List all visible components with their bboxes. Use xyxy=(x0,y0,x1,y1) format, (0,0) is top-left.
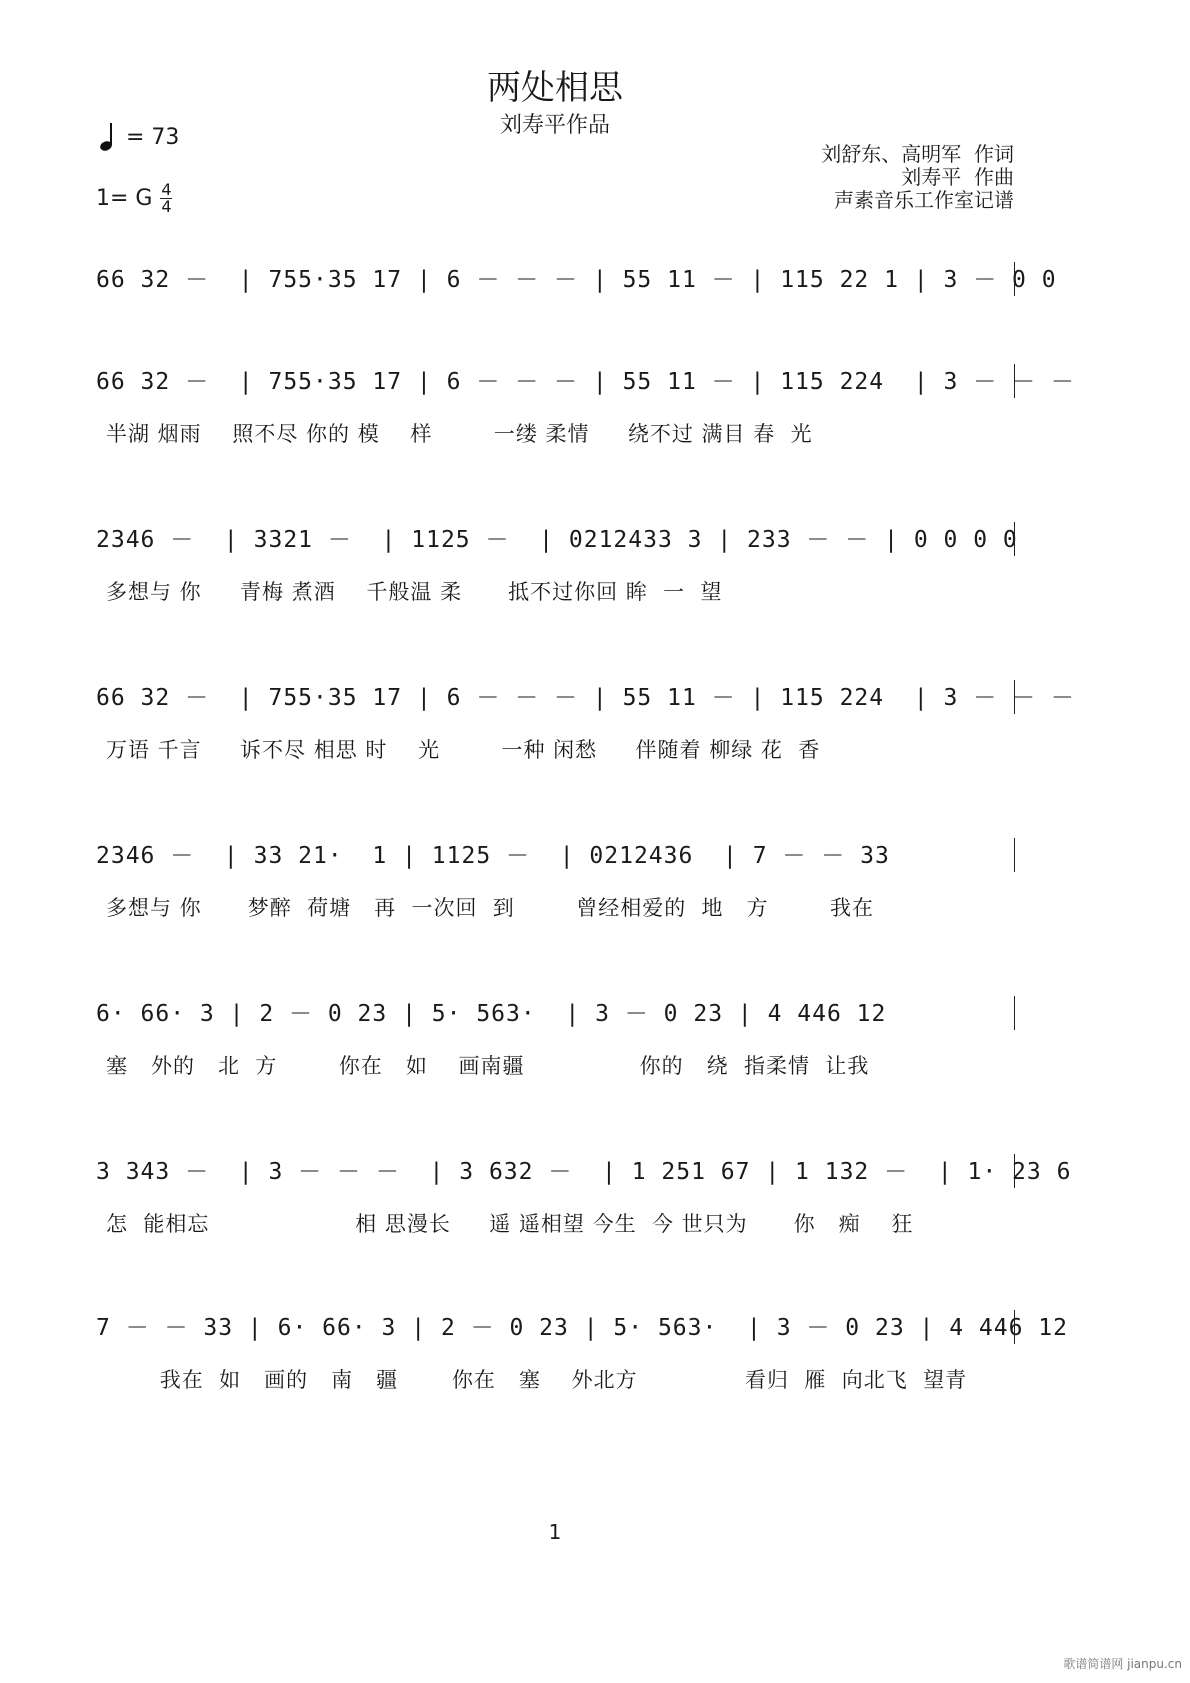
lyrics-line: 多想与 你 梦醉 荷塘 再 一次回 到 曾经相爱的 地 方 我在 xyxy=(106,896,874,920)
quarter-note-icon xyxy=(100,122,116,152)
tempo-text: = 73 xyxy=(126,124,180,150)
page-number: 1 xyxy=(548,1520,562,1544)
key-signature xyxy=(96,182,172,215)
notation-line: 7 － － 33 | 6· 66· 3 | 2 － 0 23 | 5· 563· | 3 － 0 23 | 4 446 12 xyxy=(96,1315,1083,1341)
lyrics-line: 怎 能相忘 相 思漫长 遥 遥相望 今生 今 世只为 你 痴 狂 xyxy=(106,1212,914,1236)
notation-line: 2346 － | 33 21· 1 | 1125 － | 0212436 | 7 － － 33 xyxy=(96,843,905,869)
lyrics-line: 半湖 烟雨 照不尽 你的 模 样 一缕 柔情 绕不过 满目 春 光 xyxy=(106,422,813,446)
time-signature-bottom: 4 xyxy=(161,197,172,216)
final-barline xyxy=(1014,262,1015,296)
notation-line: 66 32 － | 755·35 17 | 6 － － － | 55 11 － | 115 22 1 | 3 － 0 0 xyxy=(96,267,1072,293)
time-signature-top: 4 xyxy=(161,180,172,199)
lyrics-line: 我在 如 画的 南 疆 你在 塞 外北方 看归 雁 向北飞 望青 xyxy=(106,1368,968,1392)
credit-composer: 刘寿平 作曲 xyxy=(901,165,1014,189)
lyrics-line: 万语 千言 诉不尽 相思 时 光 一种 闲愁 伴随着 柳绿 花 香 xyxy=(106,738,821,762)
key-text: 1= G xyxy=(96,186,153,211)
notation-line: 3 343 － | 3 － － － | 3 632 － | 1 251 67 | 1 132 － | 1· 23 6 xyxy=(96,1159,1087,1185)
final-barline xyxy=(1014,364,1015,398)
final-barline xyxy=(1014,680,1015,714)
lyrics-line: 塞 外的 北 方 你在 如 画南疆 你的 绕 指柔情 让我 xyxy=(106,1054,870,1078)
watermark: 歌谱简谱网 jianpu.cn xyxy=(1063,1657,1182,1671)
time-signature xyxy=(160,182,172,215)
notation-line: 2346 － | 3321 － | 1125 － | 0212433 3 | 233 － － | 0 0 0 0 xyxy=(96,527,1033,553)
tempo-marking xyxy=(100,122,179,152)
credits xyxy=(821,143,1014,212)
song-title: 两处相思 xyxy=(487,68,623,108)
final-barline xyxy=(1014,996,1015,1030)
song-subtitle: 刘寿平作品 xyxy=(499,113,610,138)
credit-transcriber: 声素音乐工作室记谱 xyxy=(834,188,1014,212)
final-barline xyxy=(1014,1310,1015,1344)
notation-line: 66 32 － | 755·35 17 | 6 － － － | 55 11 － | 115 224 | 3 － － － xyxy=(96,369,1090,395)
notation-line: 66 32 － | 755·35 17 | 6 － － － | 55 11 － | 115 224 | 3 － － － xyxy=(96,685,1090,711)
final-barline xyxy=(1014,838,1015,872)
final-barline xyxy=(1014,1154,1015,1188)
final-barline xyxy=(1014,522,1015,556)
notation-line: 6· 66· 3 | 2 － 0 23 | 5· 563· | 3 － 0 23 | 4 446 12 xyxy=(96,1001,902,1027)
lyrics-line: 多想与 你 青梅 煮酒 千般温 柔 抵不过你回 眸 一 望 xyxy=(106,580,723,604)
credit-lyricist: 刘舒东、高明军 作词 xyxy=(821,142,1014,166)
